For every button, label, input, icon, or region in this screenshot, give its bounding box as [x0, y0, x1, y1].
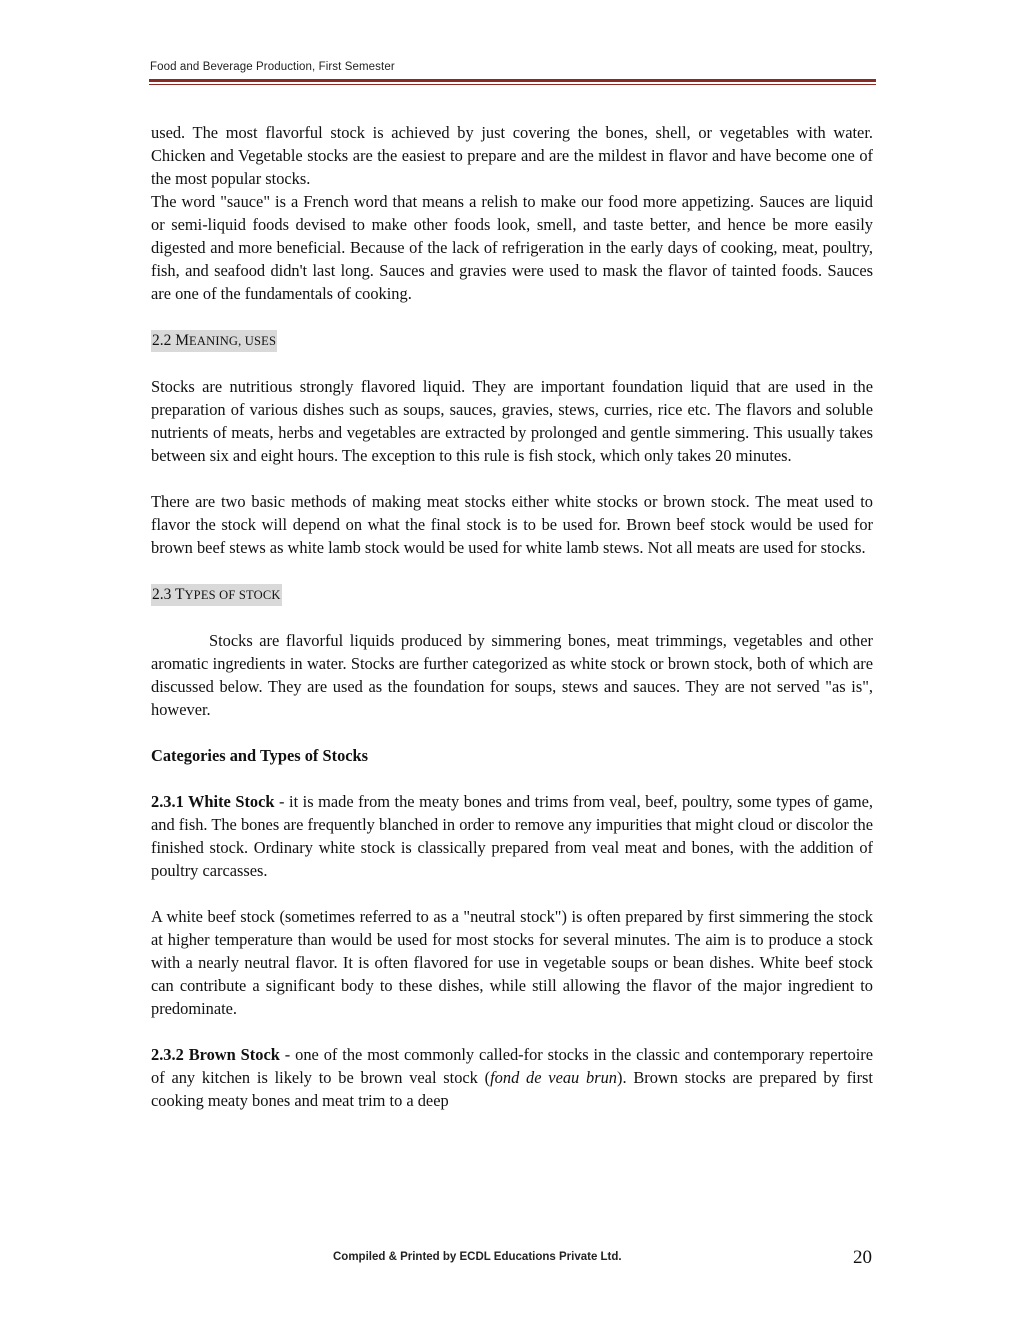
spacer — [151, 767, 873, 790]
section-heading-highlight — [151, 330, 277, 352]
paragraph-stocks-meaning: Stocks are nutritious strongly flavored liquid. They are important foundation liquid that are used in the preparation of various dishes such as soups, sauces, gravies, stews, curries, rice etc. The flavors and soluble nutrients of meats, herbs and vegetables are extracted by prolonged and gentle simmering. This usually takes between six and eight hours. The exception to this rule is fish stock, which only takes 20 minutes. — [151, 377, 873, 465]
page-body — [151, 121, 873, 1112]
paragraph-sauce-definition: The word "sauce" is a French word that means a relish to make our food more appetizing. Sauces are liquid or semi-liquid foods devised to make other foods look, smell, and taste better, and hence be more easily digested and more beneficial. Because of the lack of refrigeration in the early days of cooking, meat, poultry, fish, and seafood didn't last long. Sauces and gravies were used to mask the flavor of tainted foods. Sauces are one of the fundamentals of cooking. — [151, 192, 873, 303]
spacer — [151, 352, 873, 375]
brown-stock-text-a: - one of the most commonly called-for stocks in the classic and contemporary repertoire of any kitchen is likely to be brown veal stock ( — [151, 1045, 873, 1087]
section-heading-number: 2.2 M — [152, 332, 190, 349]
spacer — [151, 1020, 873, 1043]
running-header: Food and Beverage Production, First Semester — [150, 61, 395, 73]
page-number: 20 — [853, 1247, 872, 1268]
section-heading-number: 2.3 T — [152, 586, 185, 603]
brown-stock-italic: fond de veau brun — [490, 1068, 617, 1087]
spacer — [151, 721, 873, 744]
paragraph-brown-stock — [151, 1043, 873, 1112]
paragraph-types-of-stock: Stocks are flavorful liquids produced by simmering bones, meat trimmings, vegetables and other aromatic ingredients in water. Stocks are further categorized as white stock or brown stock, both of which are discussed below. They are used as the foundation for soups, stews and sauces. They are not served "as is", however. — [151, 631, 873, 719]
header-rule-thin — [149, 84, 876, 85]
section-heading-title: EANING, USES — [189, 334, 277, 348]
section-heading-2-2 — [151, 328, 873, 352]
footer-credit: Compiled & Printed by ECDL Educations Private Ltd. — [333, 1251, 622, 1263]
brown-stock-label: 2.3.2 Brown Stock — [151, 1045, 280, 1064]
spacer — [151, 467, 873, 490]
brown-stock-text-b: ). Brown stocks are prepared by first cooking meaty bones and meat trim to a deep — [151, 1068, 873, 1110]
section-heading-title: YPES OF STOCK — [184, 588, 281, 602]
section-heading-2-3 — [151, 582, 873, 606]
white-stock-label: 2.3.1 White Stock — [151, 792, 275, 811]
paragraph-stock-flavor: used. The most flavorful stock is achieved by just covering the bones, shell, or vegetables with water. Chicken and Vegetable stocks are the easiest to prepare and are the mildest in flavor and have become one of the most popular stocks. — [151, 123, 873, 188]
paragraph-white-beef-stock: A white beef stock (sometimes referred to as a "neutral stock") is often prepared by first simmering the stock at higher temperature than would be used for most stocks for several minutes. The aim is to produce a stock with a nearly neutral flavor. It is often flavored for use in vegetable soups or bean dishes. White beef stock can contribute a significant body to these dishes, while still allowing the flavor of the major ingredient to predominate. — [151, 907, 873, 1018]
subheading-categories: Categories and Types of Stocks — [151, 746, 369, 765]
paragraph-meat-stock-methods: There are two basic methods of making meat stocks either white stocks or brown stock. The meat used to flavor the stock will depend on what the final stock is to be used for. Brown beef stock would be used for brown beef stews as white lamb stock would be used for white lamb stews. Not all meats are used for stocks. — [151, 492, 873, 557]
section-heading-highlight — [151, 584, 282, 606]
spacer — [151, 606, 873, 629]
header-rule-thick — [149, 79, 876, 82]
white-stock-text: - it is made from the meaty bones and trims from veal, beef, poultry, some types of game, and fish. The bones are frequently blanched in order to remove any impurities that might cloud or discolor the finished stock. Ordinary white stock is classically prepared from veal meat and bones, with the addition of poultry carcasses. — [151, 792, 873, 880]
spacer — [151, 305, 873, 328]
paragraph-white-stock — [151, 790, 873, 882]
spacer — [151, 882, 873, 905]
spacer — [151, 559, 873, 582]
